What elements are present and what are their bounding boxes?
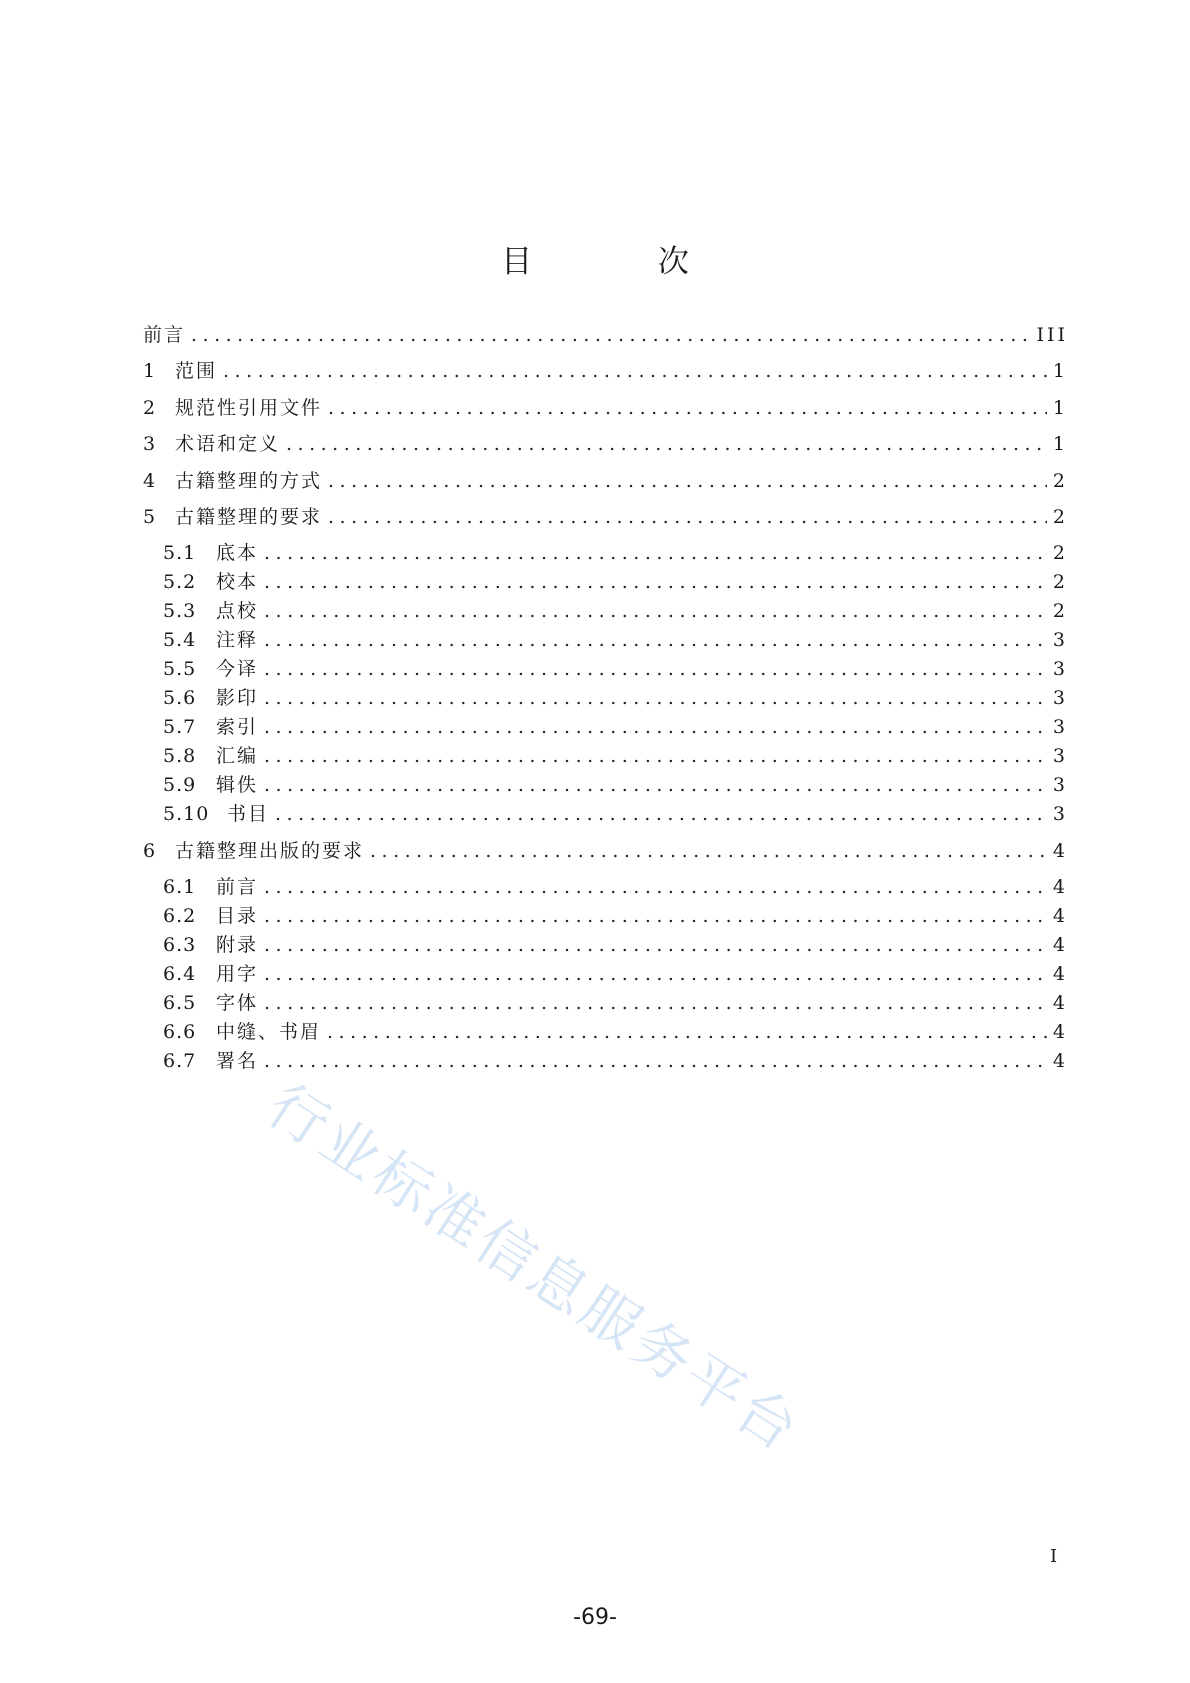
toc-entry-label: 署名: [216, 1050, 259, 1072]
dot-leader: [264, 569, 1047, 595]
toc-entry[interactable]: [163, 801, 1068, 827]
toc-entry-page: 3: [1052, 803, 1068, 825]
dot-leader: [264, 656, 1047, 682]
dot-leader: [191, 322, 1030, 348]
toc-entry-number: 6.7: [163, 1050, 197, 1072]
toc-entry-page: 4: [1052, 992, 1068, 1014]
dot-leader: [264, 540, 1047, 566]
toc-entry-label: 注释: [216, 629, 259, 651]
toc-entry-number: 6.2: [163, 905, 197, 927]
roman-page-number: I: [1050, 1546, 1058, 1567]
toc-entry-number: 5.8: [163, 745, 197, 767]
toc-entry-label: 字体: [216, 992, 259, 1014]
toc-entry-label: 书目: [227, 803, 270, 825]
toc-entry-number: 5.3: [163, 600, 197, 622]
dot-leader: [264, 903, 1047, 929]
toc-entry-label: 古籍整理的方式: [175, 470, 323, 492]
toc-entry-label: 规范性引用文件: [175, 397, 323, 419]
toc-entry[interactable]: [163, 1019, 1068, 1045]
toc-entry[interactable]: [163, 598, 1068, 624]
toc-entry-page: 2: [1052, 542, 1068, 564]
toc-entry-page: 4: [1052, 905, 1068, 927]
toc-entry[interactable]: [163, 903, 1068, 929]
toc-entry[interactable]: [143, 358, 1068, 384]
dot-leader: [264, 990, 1047, 1016]
toc-entry[interactable]: [143, 504, 1068, 530]
dot-leader: [264, 598, 1047, 624]
toc-entry-page: 4: [1052, 934, 1068, 956]
toc-entry-number: 4: [143, 470, 156, 492]
toc-entry-page: 4: [1052, 1050, 1068, 1072]
toc-entry-number: 6.3: [163, 934, 197, 956]
dot-leader: [264, 1048, 1047, 1074]
toc-entry-page: 2: [1052, 470, 1068, 492]
toc-entry-label: 点校: [216, 600, 259, 622]
toc-entry-page: 1: [1052, 433, 1068, 455]
toc-entry-number: 6.5: [163, 992, 197, 1014]
toc-entry[interactable]: [163, 656, 1068, 682]
toc-entry-label: 术语和定义: [175, 433, 281, 455]
toc-entry[interactable]: [163, 540, 1068, 566]
toc-entry-page: 4: [1052, 1021, 1068, 1043]
dot-leader: [264, 961, 1047, 987]
toc-entry-label: 底本: [216, 542, 259, 564]
toc-entry-label: 辑佚: [216, 774, 259, 796]
dot-leader: [223, 358, 1047, 384]
toc-entry-label: 用字: [216, 963, 259, 985]
toc-entry-page: III: [1036, 324, 1068, 346]
toc-entry-page: 2: [1052, 506, 1068, 528]
toc-entry-page: 1: [1052, 360, 1068, 382]
toc-entry-number: 5.2: [163, 571, 197, 593]
toc-entry-number: 3: [143, 433, 156, 455]
toc-entry-page: 2: [1052, 571, 1068, 593]
toc-entry-number: 5.5: [163, 658, 197, 680]
toc-entry[interactable]: [163, 1048, 1068, 1074]
toc-entry[interactable]: [143, 322, 1068, 348]
toc-entry-number: 5.4: [163, 629, 197, 651]
watermark-text: 行业标准信息服务平台: [255, 1070, 813, 1466]
toc-entry-page: 3: [1052, 687, 1068, 709]
toc-entry[interactable]: [143, 468, 1068, 494]
toc-entry-label: 前言: [143, 324, 186, 346]
toc-entry-number: 5: [143, 506, 156, 528]
toc-entry-page: 4: [1052, 840, 1068, 862]
toc-entry-number: 5.9: [163, 774, 197, 796]
dot-leader: [328, 504, 1047, 530]
toc-entry-page: 3: [1052, 716, 1068, 738]
toc-entry-label: 古籍整理的要求: [175, 506, 323, 528]
toc-entry-label: 范围: [175, 360, 218, 382]
toc-entry-number: 5.1: [163, 542, 197, 564]
toc-entry-number: 5.10: [163, 803, 210, 825]
dot-leader: [264, 627, 1047, 653]
toc-title: 目 次: [501, 244, 747, 280]
toc-entry-page: 3: [1052, 774, 1068, 796]
toc-entry[interactable]: [163, 714, 1068, 740]
dot-leader: [328, 468, 1047, 494]
dot-leader: [264, 772, 1047, 798]
toc-entry-number: 5.6: [163, 687, 197, 709]
dot-leader: [264, 714, 1047, 740]
toc-entry[interactable]: [163, 990, 1068, 1016]
toc-entry-page: 3: [1052, 658, 1068, 680]
dot-leader: [264, 874, 1047, 900]
toc-entry-page: 1: [1052, 397, 1068, 419]
dot-leader: [370, 838, 1047, 864]
toc-entry-page: 2: [1052, 600, 1068, 622]
toc-entry-label: 今译: [216, 658, 259, 680]
toc-entry-label: 索引: [216, 716, 259, 738]
toc-entry-page: 3: [1052, 629, 1068, 651]
dot-leader: [264, 685, 1047, 711]
dot-leader: [328, 395, 1047, 421]
toc-entry[interactable]: [143, 838, 1068, 864]
toc-entry[interactable]: [163, 627, 1068, 653]
toc-entry-page: 4: [1052, 963, 1068, 985]
dot-leader: [275, 801, 1047, 827]
dot-leader: [264, 743, 1047, 769]
toc-entry-number: 6.6: [163, 1021, 197, 1043]
dot-leader: [286, 431, 1047, 457]
toc-entry-number: 6.4: [163, 963, 197, 985]
toc-entry[interactable]: [163, 569, 1068, 595]
toc-entry-label: 目录: [216, 905, 259, 927]
toc-entry-number: 2: [143, 397, 156, 419]
toc-entry-label: 汇编: [216, 745, 259, 767]
toc-entry-label: 前言: [216, 876, 259, 898]
toc-entry[interactable]: [143, 431, 1068, 457]
dot-leader: [264, 932, 1047, 958]
toc-entry[interactable]: [163, 743, 1068, 769]
toc-entry-page: 3: [1052, 745, 1068, 767]
toc-entry-number: 6.1: [163, 876, 197, 898]
footer-page-number: -69-: [573, 1605, 617, 1630]
toc-entry-page: 4: [1052, 876, 1068, 898]
toc-entry[interactable]: [163, 874, 1068, 900]
dot-leader: [327, 1019, 1047, 1045]
toc-entry[interactable]: [143, 395, 1068, 421]
toc-entry-label: 附录: [216, 934, 259, 956]
toc-entry-number: 6: [143, 840, 156, 862]
toc-entry[interactable]: [163, 685, 1068, 711]
toc-entry-label: 影印: [216, 687, 259, 709]
toc-entry[interactable]: [163, 772, 1068, 798]
toc-entry-label: 中缝、书眉: [216, 1021, 322, 1043]
toc-entry[interactable]: [163, 932, 1068, 958]
toc-entry-number: 5.7: [163, 716, 197, 738]
toc-entry-number: 1: [143, 360, 156, 382]
toc-entry[interactable]: [163, 961, 1068, 987]
toc-entry-label: 校本: [216, 571, 259, 593]
toc-entry-label: 古籍整理出版的要求: [175, 840, 365, 862]
